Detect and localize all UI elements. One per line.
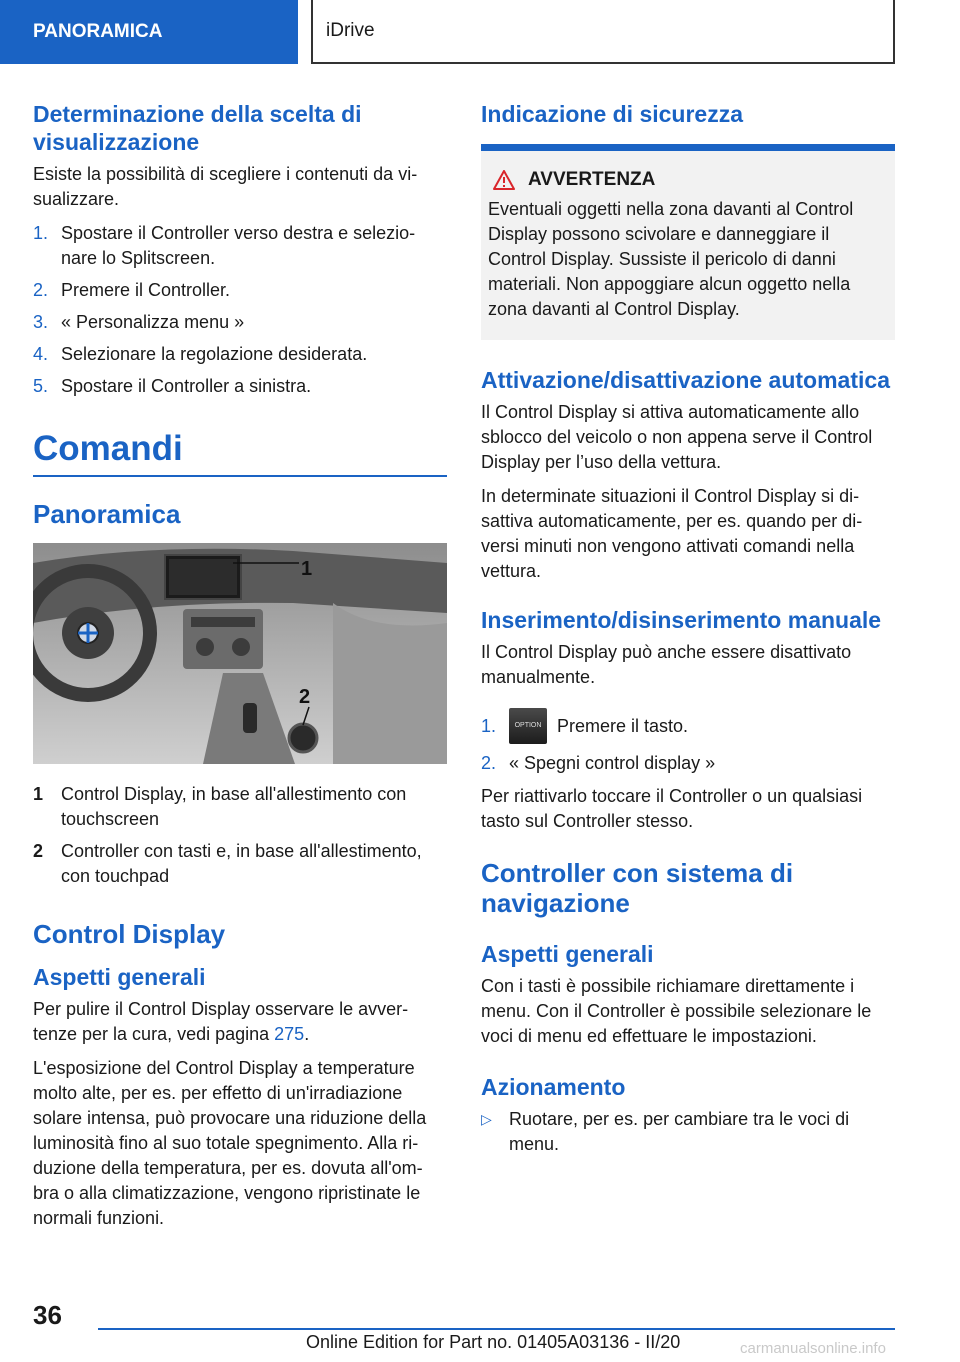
page-reference-link[interactable]: 275	[274, 1024, 305, 1044]
heading-panoramica: Panoramica	[33, 499, 181, 529]
right-column	[481, 100, 895, 1157]
paragraph-tasti: Con i tasti è possibile richiamare direttamente i menu. Con il Controller è possibile selezionare le voci di menu ed effettuare le impostazioni.	[481, 976, 872, 1046]
warning-text: Eventuali oggetti nella zona davanti al Control Display possono scivolare e danneggiare il Control Display. Sussiste il pericolo di danni materiali. Non appoggiare alcun oggetto nella zona davanti al Control Display.	[488, 199, 854, 319]
legend-row	[33, 839, 447, 889]
heading-comandi: Comandi	[33, 429, 183, 468]
paragraph-esiste: Esiste la possibilità di scegliere i contenuti da vi-sualizzare.	[33, 164, 418, 209]
step-number: 3.	[33, 312, 49, 332]
step-number: 2.	[33, 280, 49, 300]
paragraph-pulire	[33, 997, 447, 1047]
steps-list-splitscreen	[33, 221, 447, 399]
paragraph-attiva: Il Control Display si attiva automaticamente allo sblocco del veicolo o non appena serve il Control Display per l’uso della vettura.	[481, 402, 873, 472]
chapter-title: iDrive	[326, 20, 375, 41]
section-title: PANORAMICA	[33, 21, 163, 42]
paragraph-pulire-text: Per pulire il Control Display osservare le avver-tenze per la cura, vedi pagina	[33, 999, 409, 1044]
list-item	[33, 374, 447, 399]
heading-controller-navigazione: Controller con sistema di navigazione	[481, 858, 794, 918]
legend-text: Controller con tasti e, in base all'allestimento, con touchpad	[61, 841, 422, 886]
heading-control-display: Control Display	[33, 919, 226, 949]
chapter-tab	[311, 0, 895, 64]
paragraph-pulire-end: .	[304, 1024, 310, 1044]
heading-comandi-block	[33, 429, 447, 477]
step-number: 4.	[33, 344, 49, 364]
paragraph-manuale: Il Control Display può anche essere disattivato manualmente.	[481, 642, 852, 687]
list-item	[33, 278, 447, 303]
step-text: Premere il tasto.	[557, 715, 689, 736]
step-number: 5.	[33, 376, 49, 396]
warning-triangle-icon	[493, 170, 515, 190]
bullet-list-azionamento	[481, 1107, 895, 1157]
list-item	[481, 1107, 895, 1157]
step-number: 1.	[481, 715, 497, 736]
footer-rule	[98, 1328, 895, 1330]
warning-title-row	[488, 169, 888, 191]
heading-inserimento: Inserimento/disinserimento manuale	[481, 607, 882, 633]
watermark: carmanualsonline.info	[740, 1340, 886, 1357]
step-text: Spostare il Controller verso destra e selezio-nare lo Splitscreen.	[61, 223, 416, 268]
heading-attivazione: Attivazione/disattivazione automatica	[481, 367, 890, 393]
list-item	[33, 310, 447, 335]
callout-2: 2	[299, 686, 311, 708]
left-column	[33, 100, 447, 1240]
list-item	[481, 751, 895, 776]
paragraph-esposizione: L'esposizione del Control Display a temperature molto alte, per es. per effetto di un'irradiazione solare intensa, può provocare una riduzione della luminosità fino al suo totale spegnimento. Alla ri-duzione della temperatura, per es. dovuta all'om-bra o alla climatizzazione, vengono ripristinate le normali funzioni.	[33, 1058, 427, 1228]
step-text: « Personalizza menu »	[61, 312, 245, 332]
legend-number: 1	[33, 784, 44, 804]
heading-azionamento: Azionamento	[481, 1074, 626, 1100]
paragraph-riattivarlo: Per riattivarlo toccare il Controller o un qualsiasi tasto sul Controller stesso.	[481, 786, 863, 831]
paragraph-determinate: In determinate situazioni il Control Display si di-sattiva automaticamente, per es. quando per di-versi minuti non vengono attivati comandi nella vettura.	[481, 486, 863, 581]
heading-sicurezza: Indicazione di sicurezza	[481, 101, 744, 127]
legend-text: Control Display, in base all'allestimento con touchscreen	[61, 784, 407, 829]
page-number: 36	[33, 1300, 62, 1330]
callout-1: 1	[301, 558, 313, 580]
warning-box	[481, 151, 895, 340]
legend-number: 2	[33, 841, 44, 861]
cockpit-photo	[33, 543, 447, 764]
option-button-icon: OPTION	[509, 708, 547, 744]
list-item	[33, 221, 447, 271]
steps-list-spegni	[481, 708, 895, 776]
warning-bar	[481, 144, 895, 151]
bullet-text: Ruotare, per es. per cambiare tra le voci di menu.	[509, 1109, 850, 1154]
step-text: Premere il Controller.	[61, 280, 231, 300]
warning-title: AVVERTENZA	[528, 169, 656, 190]
heading-aspetti-generali: Aspetti generali	[481, 941, 654, 967]
section-tab	[0, 0, 298, 64]
step-text: Spostare il Controller a sinistra.	[61, 376, 312, 396]
list-item	[33, 342, 447, 367]
footer-edition: Online Edition for Part no. 01405A03136 - II/20	[306, 1332, 681, 1352]
heading-aspetti-generali: Aspetti generali	[33, 964, 206, 990]
step-text: « Spegni control display »	[509, 753, 716, 773]
heading-determinazione: Determinazione della scelta di visualizzazione	[33, 101, 362, 155]
photo-legend	[33, 782, 447, 889]
step-text: Selezionare la regolazione desiderata.	[61, 344, 368, 364]
step-number: 2.	[481, 753, 497, 773]
legend-row	[33, 782, 447, 832]
triangle-bullet-icon: ▷	[481, 1111, 492, 1127]
list-item	[481, 708, 895, 744]
step-number: 1.	[33, 223, 49, 243]
